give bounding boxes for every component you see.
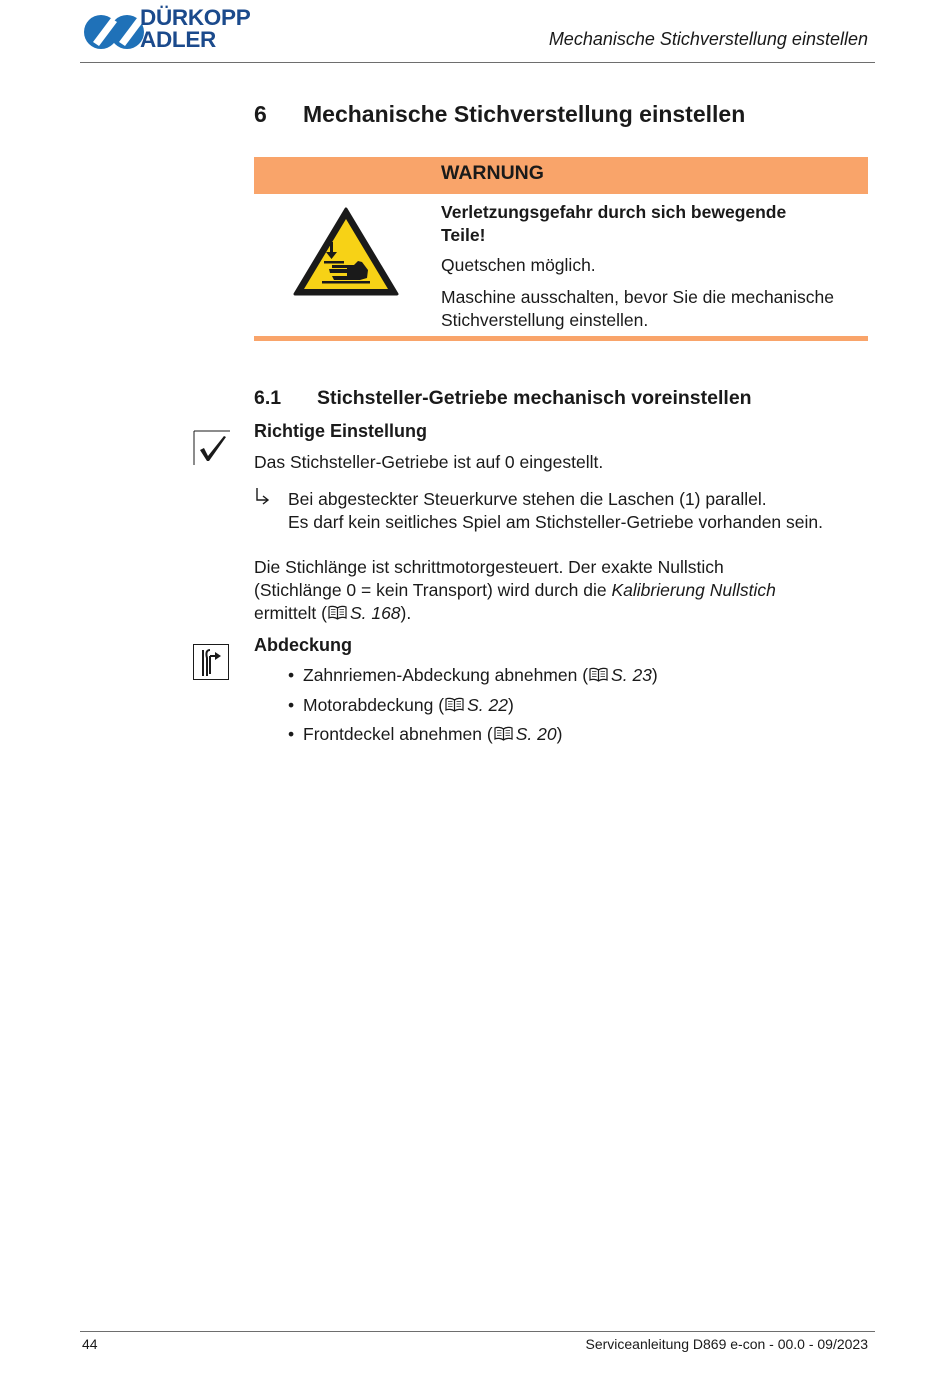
tool-icon xyxy=(193,644,229,680)
list-item-text: Motorabdeckung ( xyxy=(303,695,445,715)
chapter-number: 6 xyxy=(254,101,267,127)
page-reference-link[interactable]: S. 22 xyxy=(467,695,508,715)
paragraph-line-3 xyxy=(254,602,874,625)
header-divider xyxy=(80,62,875,63)
paragraph-line-3-text: ermittelt ( xyxy=(254,603,327,623)
result-text xyxy=(288,488,878,534)
cover-heading: Abdeckung xyxy=(254,635,353,655)
warning-header-bar xyxy=(254,157,868,194)
book-reference-icon xyxy=(445,697,464,712)
warning-instruction xyxy=(441,286,871,332)
list-item-text: Zahnriemen-Abdeckung abnehmen ( xyxy=(303,665,589,685)
warning-instruction-line-2: Stichverstellung einstellen. xyxy=(441,310,649,330)
warning-consequence: Quetschen möglich. xyxy=(441,255,596,275)
list-item xyxy=(303,724,562,745)
logo-line-1: DÜRKOPP xyxy=(140,5,251,30)
page-number: 44 xyxy=(82,1336,98,1352)
stitch-length-paragraph xyxy=(254,556,874,625)
logo-text xyxy=(140,7,250,51)
warning-heading xyxy=(441,201,871,247)
paragraph-line-1: Die Stichlänge ist schrittmotorgesteuert. Der exakte Nullstich xyxy=(254,557,724,577)
checkmark-icon xyxy=(193,430,231,466)
page-reference-link[interactable]: S. 23 xyxy=(611,665,652,685)
logo-line-2: ADLER xyxy=(140,27,216,52)
warning-bottom-rule xyxy=(254,336,868,341)
footer-document-info: Serviceanleitung D869 e-con - 00.0 - 09/2023 xyxy=(585,1336,868,1352)
page-reference-link[interactable]: S. 20 xyxy=(515,724,557,744)
book-reference-icon xyxy=(494,726,513,741)
calibration-reference: Kalibrierung Nullstich xyxy=(611,580,776,600)
warning-heading-line-2: Teile! xyxy=(441,225,486,245)
list-item-text: Frontdeckel abnehmen ( xyxy=(303,724,493,744)
correct-setting-heading: Richtige Einstellung xyxy=(254,421,428,441)
running-header-title: Mechanische Stichverstellung einstellen xyxy=(548,29,868,49)
list-item xyxy=(303,665,658,686)
result-line-2: Es darf kein seitliches Spiel am Stichsteller-Getriebe vorhanden sein. xyxy=(288,512,823,532)
bullet: • xyxy=(288,665,295,685)
section-number: 6.1 xyxy=(254,387,282,409)
correct-setting-text: Das Stichsteller-Getriebe ist auf 0 eingestellt. xyxy=(254,452,604,472)
paragraph-line-2 xyxy=(254,579,874,602)
result-arrow-icon xyxy=(253,487,273,507)
paragraph-line-2-text: (Stichlänge 0 = kein Transport) wird durch die xyxy=(254,580,612,600)
list-item-close: ) xyxy=(651,665,658,685)
list-item-close: ) xyxy=(556,724,563,744)
page-reference-link[interactable]: S. 168 xyxy=(349,603,401,623)
warning-instruction-line-1: Maschine ausschalten, bevor Sie die mechanische xyxy=(441,287,834,307)
bullet: • xyxy=(288,695,295,715)
footer-divider xyxy=(80,1331,875,1332)
book-reference-icon xyxy=(328,605,347,620)
chapter-title: Mechanische Stichverstellung einstellen xyxy=(303,101,746,127)
bullet: • xyxy=(288,724,295,744)
book-reference-icon xyxy=(589,667,608,682)
paragraph-line-3-close: ). xyxy=(400,603,412,623)
section-title: Stichsteller-Getriebe mechanisch voreinstellen xyxy=(317,387,752,409)
list-item xyxy=(303,695,514,716)
warning-label: WARNUNG xyxy=(441,162,544,184)
result-line-1: Bei abgesteckter Steuerkurve stehen die Laschen (1) parallel. xyxy=(288,489,767,509)
crush-hazard-warning-icon xyxy=(292,206,400,298)
list-item-close: ) xyxy=(507,695,514,715)
warning-heading-line-1: Verletzungsgefahr durch sich bewegende xyxy=(441,202,787,222)
